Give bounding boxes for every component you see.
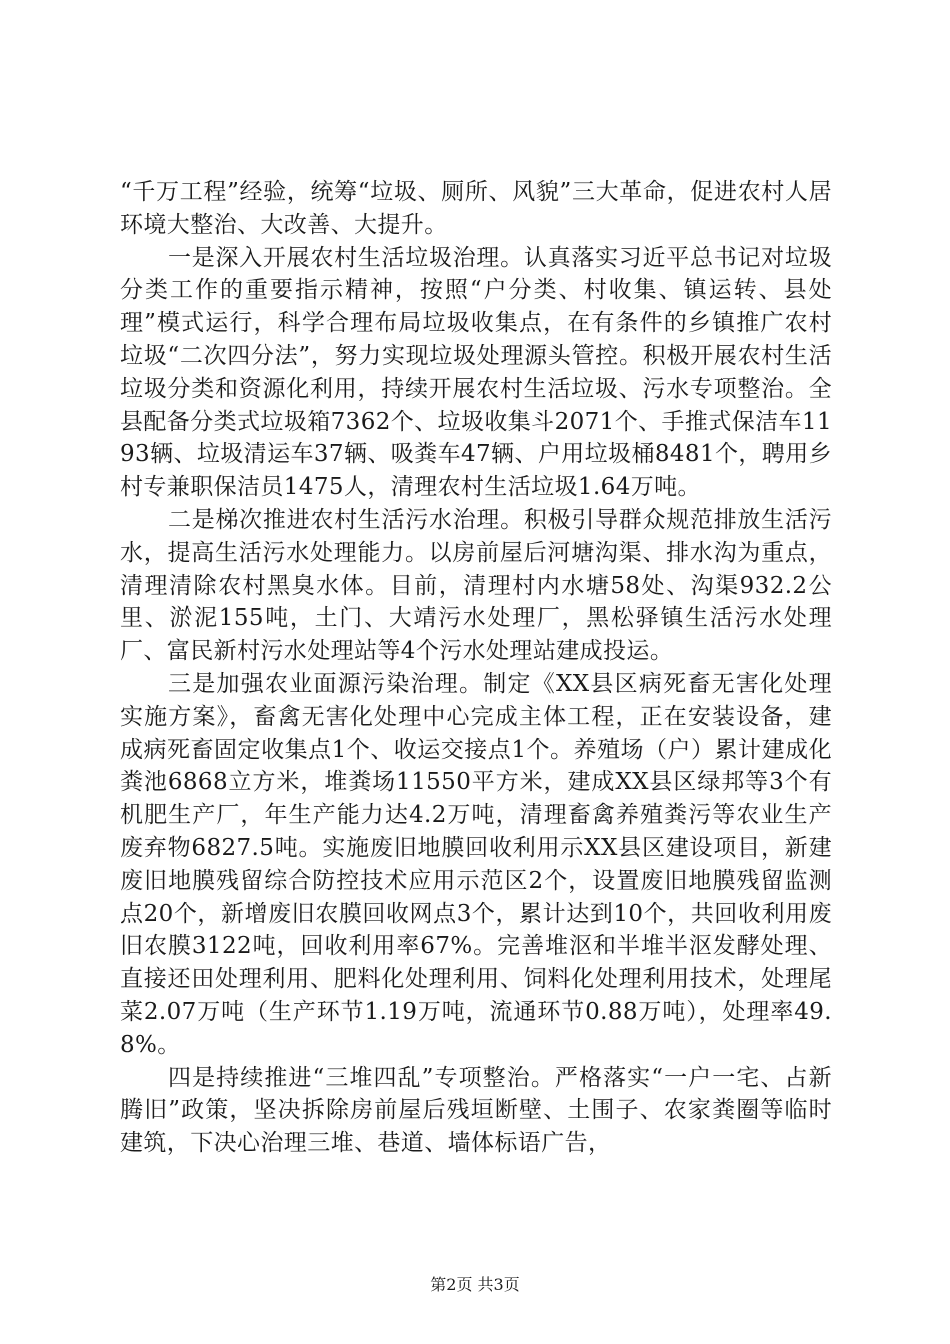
paragraph-sewage-treatment: 二是梯次推进农村生活污水治理。积极引导群众规范排放生活污水，提高生活污水处理能力。以房前屋后河塘沟渠、排水沟为重点，清理清除农村黑臭水体。目前，清理村内水塘58处、沟渠932.2公里、淤泥155吨，土门、大靖污水处理厂，黑松驿镇生活污水处理厂、富民新村污水处理站等4个污水处理站建成投运。 [120, 506, 832, 665]
paragraph-continuation: “千万工程”经验，统筹“垃圾、厕所、风貌”三大革命，促进农村人居环境大整治、大改善、大提升。 [120, 179, 832, 238]
paragraph-agricultural-pollution: 三是加强农业面源污染治理。制定《XX县区病死畜无害化处理实施方案》，畜禽无害化处理中心完成主体工程，正在安装设备，建成病死畜固定收集点1个、收运交接点1个。养殖场（户）累计建成化粪池6868立方米，堆粪场11550平方米，建成XX县区绿邦等3个有机肥生产厂，年生产能力达4.2万吨，清理畜禽养殖粪污等农业生产废弃物6827.5吨。实施废旧地膜回收利用示XX县区建设项目，新建废旧地膜残留综合防控技术应用示范区2个，设置废旧地膜残留监测点20个，新增废旧农膜回收网点3个，累计达到10个，共回收利用废旧农膜3122吨，回收利用率67%。完善堆沤和半堆半沤发酵处理、直接还田处理利用、肥料化处理利用、饲料化处理利用技术，处理尾菜2.07万吨（生产环节1.19万吨，流通环节0.88万吨），处理率49.8%。 [120, 670, 832, 1058]
paragraph-garbage-treatment: 一是深入开展农村生活垃圾治理。认真落实习近平总书记对垃圾分类工作的重要指示精神，按照“户分类、村收集、镇运转、县处理”模式运行，科学合理布局垃圾收集点，在有条件的乡镇推广农村垃圾“二次四分法”，努力实现垃圾处理源头管控。积极开展农村生活垃圾分类和资源化利用，持续开展农村生活垃圾、污水专项整治。全县配备分类式垃圾箱7362个、垃圾收集斗2071个、手推式保洁车1193辆、垃圾清运车37辆、吸粪车47辆、户用垃圾桶8481个，聘用乡村专兼职保洁员1475人，清理农村生活垃圾1.64万吨。 [120, 244, 832, 501]
paragraph-special-rectification: 四是持续推进“三堆四乱”专项整治。严格落实“一户一宅、占新腾旧”政策，坚决拆除房前屋后残垣断壁、土围子、农家粪圈等临时建筑，下决心治理三堆、巷道、墙体标语广告， [120, 1064, 832, 1157]
page-number-footer: 第2页 共3页 [430, 1275, 520, 1294]
document-body [120, 176, 832, 1160]
